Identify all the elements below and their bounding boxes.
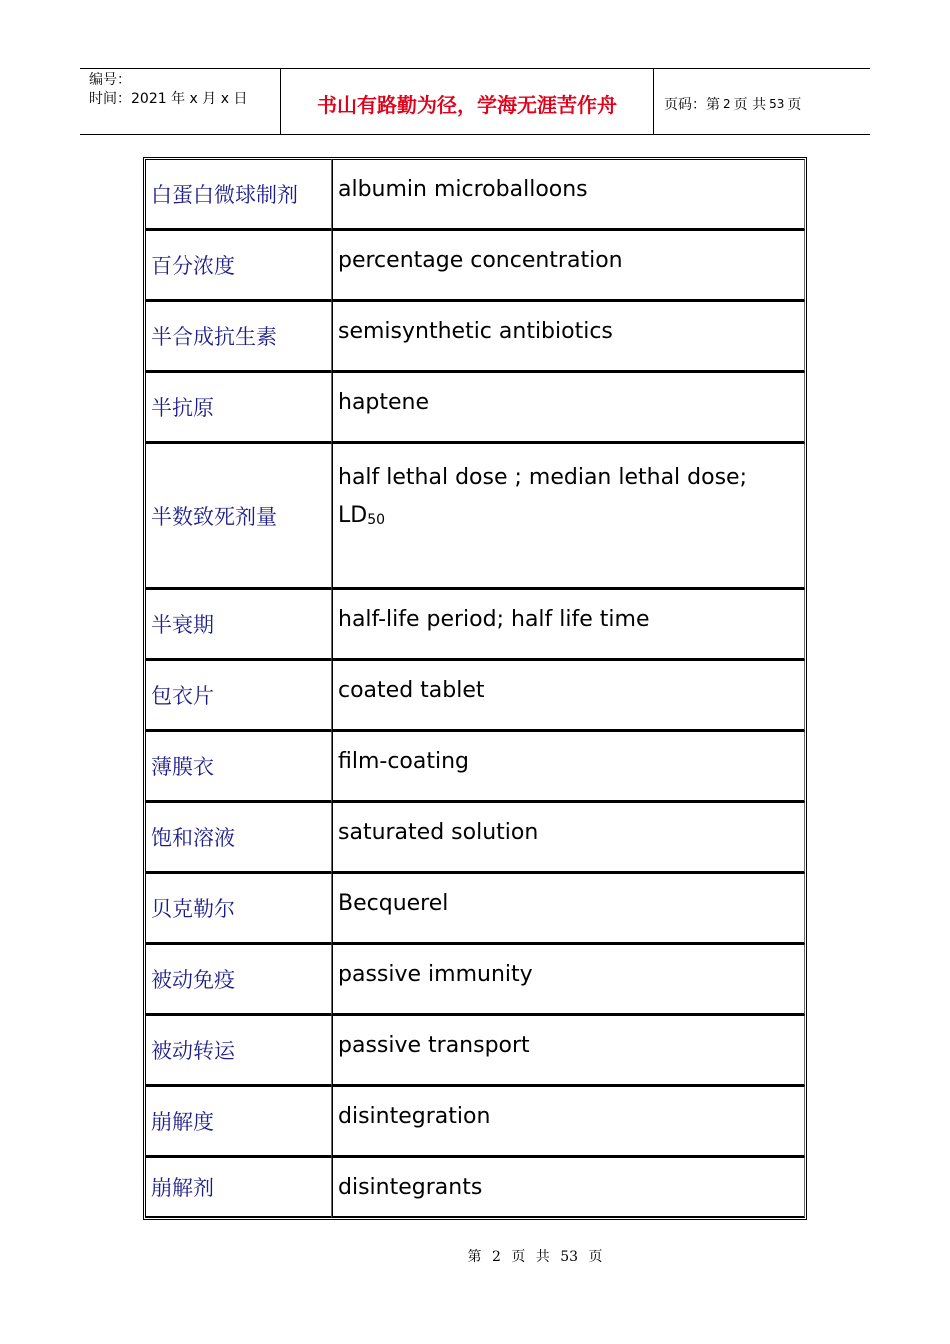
document-time-label: 时间：2021 年 x 月 x 日 bbox=[89, 91, 248, 107]
table-row bbox=[145, 944, 805, 1015]
header-page-prefix: 页码：第 bbox=[664, 96, 720, 113]
term-chinese: 被动免疫 bbox=[145, 944, 332, 1015]
term-chinese: 包衣片 bbox=[145, 660, 332, 731]
term-english: disintegrants bbox=[332, 1157, 805, 1218]
term-english: half-life period; half life time bbox=[332, 589, 805, 660]
header-page-total: 53 bbox=[769, 96, 785, 111]
glossary-table-frame bbox=[143, 157, 807, 1220]
term-english: Becquerel bbox=[332, 873, 805, 944]
header-page-current: 2 bbox=[723, 96, 731, 111]
header-motto: 书山有路勤为径，学海无涯苦作舟 bbox=[281, 69, 654, 134]
term-chinese: 半衰期 bbox=[145, 589, 332, 660]
footer-prefix: 第 bbox=[467, 1249, 482, 1265]
table-row bbox=[145, 443, 805, 589]
footer-page-total: 53 bbox=[560, 1249, 579, 1265]
table-row bbox=[145, 731, 805, 802]
table-row bbox=[145, 159, 805, 230]
term-english: saturated solution bbox=[332, 802, 805, 873]
term-english: disintegration bbox=[332, 1086, 805, 1157]
table-row bbox=[145, 589, 805, 660]
term-english bbox=[332, 443, 805, 589]
page-footer bbox=[0, 1246, 950, 1266]
page-header bbox=[80, 68, 870, 135]
ld-abbreviation: LD bbox=[338, 503, 368, 528]
table-row bbox=[145, 660, 805, 731]
term-chinese: 被动转运 bbox=[145, 1015, 332, 1086]
term-chinese: 薄膜衣 bbox=[145, 731, 332, 802]
ld-subscript: 50 bbox=[367, 512, 386, 528]
term-chinese: 半抗原 bbox=[145, 372, 332, 443]
document-number-label: 编号： bbox=[89, 72, 131, 88]
term-chinese: 崩解度 bbox=[145, 1086, 332, 1157]
footer-suffix: 页 bbox=[588, 1249, 603, 1265]
table-row bbox=[145, 1157, 805, 1218]
term-english: film-coating bbox=[332, 731, 805, 802]
term-english-line2 bbox=[338, 497, 804, 539]
term-chinese: 半数致死剂量 bbox=[145, 443, 332, 589]
term-chinese: 百分浓度 bbox=[145, 230, 332, 301]
term-english-line1: half lethal dose ; median lethal dose; bbox=[338, 465, 747, 490]
table-row bbox=[145, 230, 805, 301]
glossary-table bbox=[145, 159, 805, 1218]
term-english: passive transport bbox=[332, 1015, 805, 1086]
term-english: passive immunity bbox=[332, 944, 805, 1015]
term-english: percentage concentration bbox=[332, 230, 805, 301]
term-chinese: 白蛋白微球制剂 bbox=[145, 159, 332, 230]
table-row bbox=[145, 1015, 805, 1086]
term-chinese: 贝克勒尔 bbox=[145, 873, 332, 944]
term-chinese: 半合成抗生素 bbox=[145, 301, 332, 372]
term-english: haptene bbox=[332, 372, 805, 443]
term-english: albumin microballoons bbox=[332, 159, 805, 230]
table-row bbox=[145, 873, 805, 944]
footer-page-current: 2 bbox=[491, 1249, 501, 1265]
header-page-indicator bbox=[654, 69, 870, 134]
term-english: semisynthetic antibiotics bbox=[332, 301, 805, 372]
footer-page-word: 页 bbox=[511, 1249, 526, 1265]
term-chinese: 饱和溶液 bbox=[145, 802, 332, 873]
header-meta bbox=[80, 69, 281, 134]
header-page-mid: 页 共 bbox=[733, 96, 767, 113]
term-chinese: 崩解剂 bbox=[145, 1157, 332, 1218]
table-row bbox=[145, 372, 805, 443]
term-english: coated tablet bbox=[332, 660, 805, 731]
table-row bbox=[145, 1086, 805, 1157]
table-row bbox=[145, 301, 805, 372]
footer-total-word: 共 bbox=[535, 1249, 550, 1265]
table-row bbox=[145, 802, 805, 873]
header-page-suffix: 页 bbox=[787, 96, 802, 113]
